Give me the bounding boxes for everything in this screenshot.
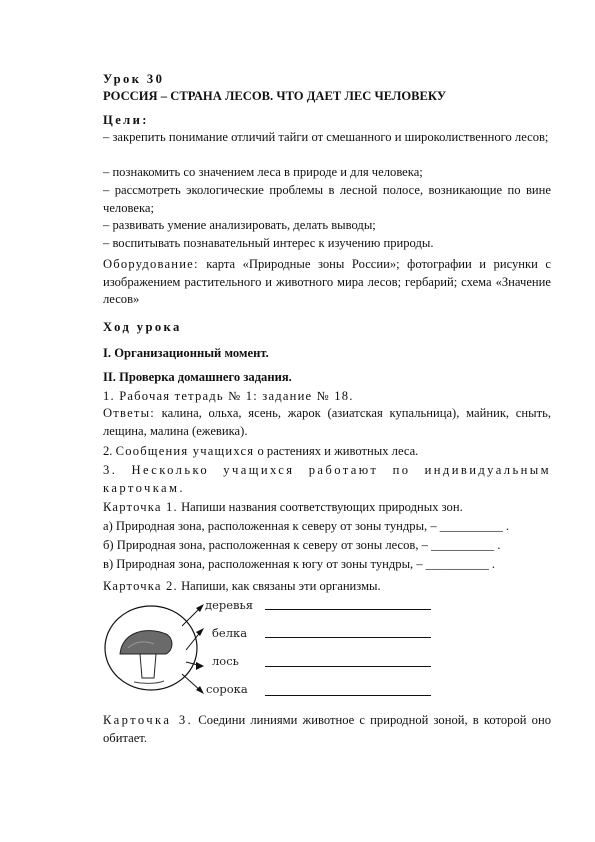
equipment-label: Оборудование: bbox=[103, 257, 199, 271]
card-1-item-b: б) Природная зона, расположенная к северу от зоны лесов, – __________ . bbox=[103, 538, 501, 552]
lesson-number: Урок 30 bbox=[103, 72, 165, 86]
organism-label: деревья bbox=[205, 598, 254, 612]
answers-label: Ответы: bbox=[103, 406, 155, 420]
card-2-heading: Карточка 2. Напиши, как связаны эти организмы. bbox=[103, 579, 381, 593]
student-reports: 2. Сообщения учащихся о растениях и животных леса. bbox=[103, 444, 419, 458]
goal-item: – закрепить понимание отличий тайги от смешанного и широколиственного лесов; bbox=[103, 130, 549, 144]
card-1-item-c: в) Природная зона, расположенная к югу от зоны тундры, – __________ . bbox=[103, 557, 496, 571]
individual-cards: 3. Несколько учащихся работают по индивидуальным карточкам. bbox=[103, 463, 551, 495]
answer-line[interactable] bbox=[265, 637, 431, 638]
goals-heading: Цели: bbox=[103, 113, 149, 127]
goal-item: – воспитывать познавательный интерес к изучению природы. bbox=[103, 236, 434, 250]
equipment-paragraph: Оборудование: карта «Природные зоны России»; фотографии и рисунки с изображением растительного и животного мира лесов; гербарий; схема «Значение лесов» bbox=[103, 257, 551, 307]
lesson-title: РОССИЯ – СТРАНА ЛЕСОВ. ЧТО ДАЕТ ЛЕС ЧЕЛОВЕКУ bbox=[103, 89, 447, 103]
card-3-paragraph: Карточка 3. Соедини линиями животное с природной зоной, в которой оно обитает. bbox=[103, 713, 551, 745]
lesson-plan-heading: Ход урока bbox=[103, 320, 182, 334]
answer-line[interactable] bbox=[265, 695, 431, 696]
workbook-task: 1. Рабочая тетрадь № 1: задание № 18. bbox=[103, 389, 354, 403]
answers-paragraph: Ответы: калина, ольха, ясень, жарок (азиатская купальница), майник, сныть, лещина, малина (ежевика). bbox=[103, 406, 551, 438]
organism-label: белка bbox=[212, 626, 248, 640]
card-1-item-a: а) Природная зона, расположенная к северу от зоны тундры, – __________ . bbox=[103, 519, 510, 533]
answer-line[interactable] bbox=[265, 609, 431, 610]
goal-item: – познакомить со значением леса в природе и для человека; bbox=[103, 165, 423, 179]
goal-item: – развивать умение анализировать, делать выводы; bbox=[103, 218, 376, 232]
section-1: I. Организационный момент. bbox=[103, 346, 269, 360]
card-1-heading: Карточка 1. Напиши названия соответствующих природных зон. bbox=[103, 500, 463, 514]
organism-label: сорока bbox=[206, 682, 248, 696]
section-2: II. Проверка домашнего задания. bbox=[103, 370, 292, 384]
goal-item: – рассмотреть экологические проблемы в лесной полосе, возникающие по вине человека; bbox=[103, 183, 551, 215]
organism-label: лось bbox=[212, 654, 239, 668]
answer-line[interactable] bbox=[265, 666, 431, 667]
